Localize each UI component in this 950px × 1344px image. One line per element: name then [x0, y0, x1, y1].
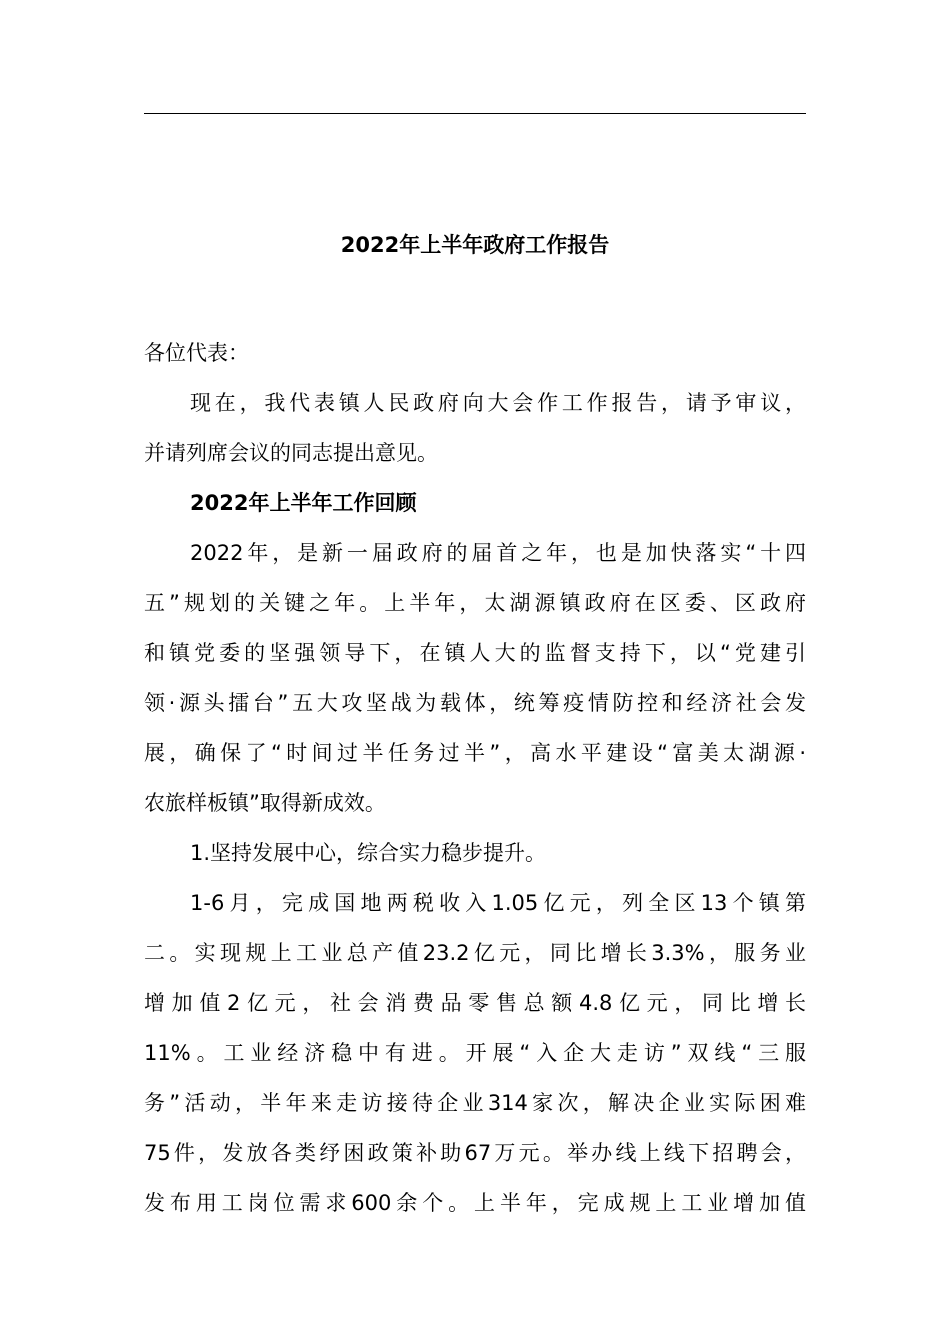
paragraph-line: 增加值2亿元，社会消费品零售总额4.8亿元，同比增长	[144, 991, 806, 1015]
paragraph-line: 现在，我代表镇人民政府向大会作工作报告，请予审议，	[190, 391, 806, 415]
paragraph-line: 1.坚持发展中心，综合实力稳步提升。	[190, 841, 547, 865]
paragraph-line: 务”活动，半年来走访接待企业314家次，解决企业实际困难	[144, 1091, 806, 1115]
paragraph-line: 11%。工业经济稳中有进。开展“入企大走访”双线“三服	[144, 1041, 806, 1065]
paragraph-line: 发布用工岗位需求600余个。上半年，完成规上工业增加值	[144, 1191, 806, 1215]
document-body	[144, 328, 806, 1228]
paragraph-line: 五”规划的关键之年。上半年，太湖源镇政府在区委、区政府	[144, 591, 806, 615]
header-rule	[144, 113, 806, 114]
paragraph-line: 各位代表：	[144, 341, 249, 365]
paragraph-line: 和镇党委的坚强领导下，在镇人大的监督支持下，以“党建引	[144, 641, 806, 665]
paragraph-line: 并请列席会议的同志提出意见。	[144, 441, 438, 465]
paragraph-line: 1-6月，完成国地两税收入1.05亿元，列全区13个镇第	[190, 891, 806, 915]
paragraph-line: 2022年，是新一届政府的届首之年，也是加快落实“十四	[190, 541, 806, 565]
paragraph-line: 展，确保了“时间过半任务过半”，高水平建设“富美太湖源·	[144, 741, 806, 765]
paragraph-line: 75件，发放各类纾困政策补助67万元。举办线上线下招聘会，	[144, 1141, 806, 1165]
section-heading: 2022年上半年工作回顾	[190, 491, 417, 515]
paragraph-line: 领·源头擂台”五大攻坚战为载体，统筹疫情防控和经济社会发	[144, 691, 806, 715]
paragraph-line: 农旅样板镇”取得新成效。	[144, 791, 386, 815]
page-title: 2022年上半年政府工作报告	[340, 233, 610, 257]
paragraph-line: 二。实现规上工业总产值23.2亿元，同比增长3.3%，服务业	[144, 941, 806, 965]
